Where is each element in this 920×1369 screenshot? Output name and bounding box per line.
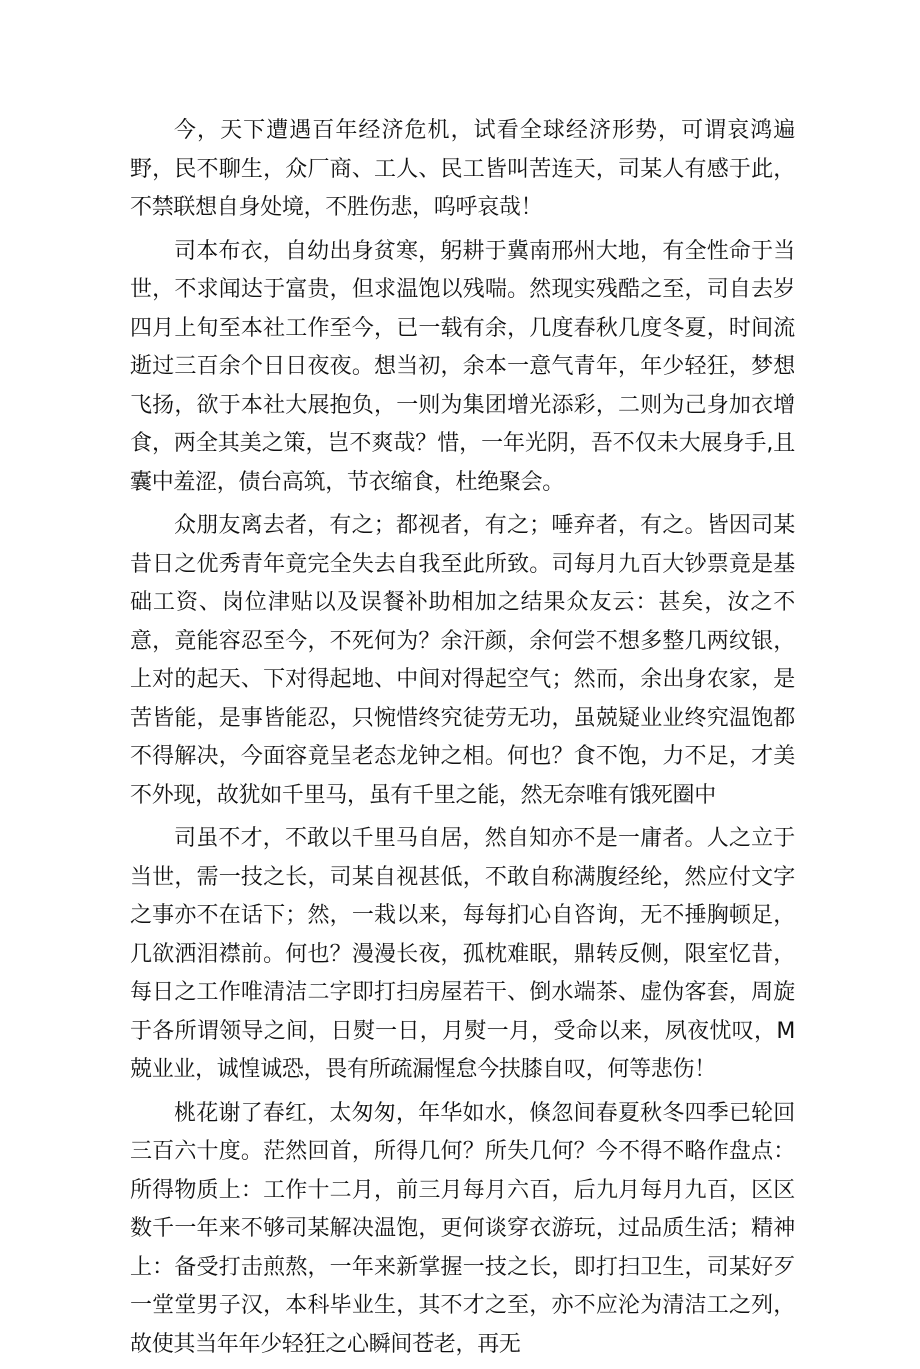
paragraph-1: 今，天下遭遇百年经济危机，试看全球经济形势，可谓哀鸿遍野，民不聊生，众厂商、工人、民工皆叫苦连天，司某人有感于此，不禁联想自身处境，不胜伤悲，呜呼哀哉！ (130, 118, 795, 220)
paragraph-3: 众朋友离去者，有之；都视者，有之；唾弃者，有之。皆因司某昔日之优秀青年竟完全失去自我至此所致。司每月九百大钞票竟是基础工资、岗位津贴以及误餐补助相加之结果众友云：甚矣，汝之不意，竟能容忍至今，不死何为？余汗颜，余何尝不想多整几两纹银，上对的起天、下对得起地、中间对得起空气；然而，余出身农家，是苦皆能，是事皆能忍，只惋惜终究徒劳无功，虽兢疑业业终究温饱都不得解决，今面容竟呈老态龙钟之相。何也？食不饱，力不足，才美不外现，故犹如千里马，虽有千里之能，然无奈唯有饿死圈中 (130, 513, 795, 808)
paragraph-4: 司虽不才，不敢以千里马自居，然自知亦不是一庸者。人之立于当世，需一技之长，司某自视甚低，不敢自称满腹经纶，然应付文字之事亦不在话下；然，一栽以来，每每扪心自咨询，无不捶胸顿足，几欲洒泪襟前。何也？漫漫长夜，孤枕难眠，鼎转反侧，限室忆昔，每日之工作唯清洁二字即打扫房屋若干、倒水端茶、虚伪客套，周旋于各所谓领导之间，日熨一日，月熨一月，受命以来，夙夜忧叹，M兢业业，诚惶诚恐，畏有所疏漏惺怠今扶膝自叹，何等悲伤！ (130, 826, 795, 1082)
paragraph-2: 司本布衣，自幼出身贫寒，躬耕于冀南邢州大地，有全性命于当世，不求闻达于富贵，但求温饱以残喘。然现实残酷之至，司自去岁四月上旬至本社工作至今，已一载有余，几度春秋几度冬夏，时间流逝过三百余个日日夜夜。想当初，余本一意气青年，年少轻狂，梦想飞扬，欲于本社大展抱负，一则为集团增光添彩，二则为己身加衣增食，两全其美之策，岂不爽哉？惜，一年光阴，吾不仅未大展身手,且囊中羞涩，债台高筑，节衣缩食，杜绝聚会。 (130, 238, 795, 495)
paragraph-5: 桃花谢了春红，太匆匆，年华如水，倏忽间春夏秋冬四季已轮回三百六十度。茫然回首，所得几何？所失几何？今不得不略作盘点：所得物质上：工作十二月，前三月每月六百，后九月每月九百，区区数千一年来不够司某解决温饱，更何谈穿衣游玩，过品质生活；精神上：备受打击煎熬，一年来新掌握一技之长，即打扫卫生，司某好歹一堂堂男子汉，本科毕业生，其不才之至，亦不应沦为清洁工之列，故使其当年年少轻狂之心瞬间苍老，再无 (130, 1100, 795, 1357)
document-body (130, 112, 795, 1369)
